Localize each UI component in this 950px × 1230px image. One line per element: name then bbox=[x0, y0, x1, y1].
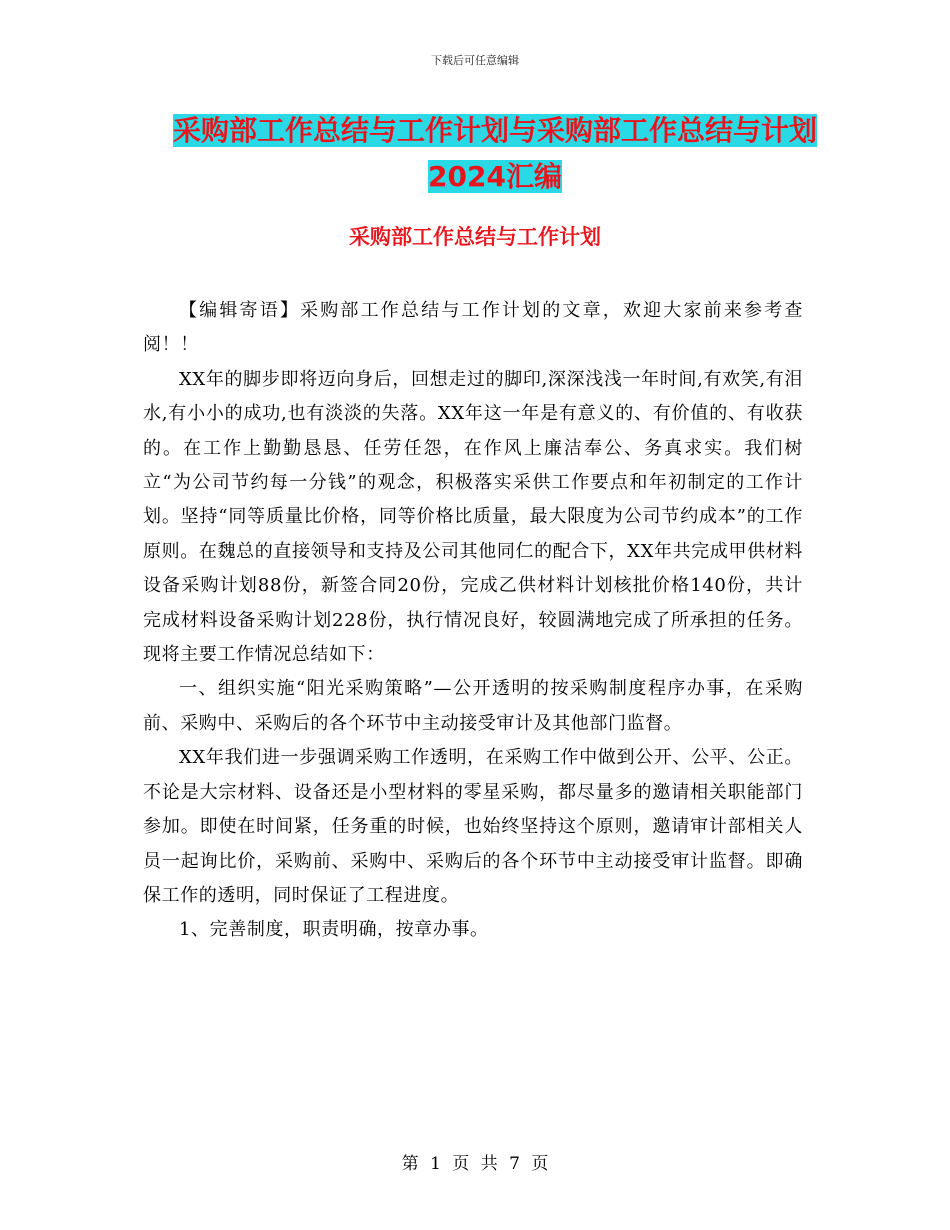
document-title bbox=[150, 108, 840, 200]
section-title: 采购部工作总结与工作计划 bbox=[349, 225, 601, 249]
document-body bbox=[143, 294, 803, 948]
document-title-line-2: 2024汇编 bbox=[428, 160, 562, 193]
paragraph-year-summary: XX年的脚步即将迈向身后，回想走过的脚印,深深浅浅一年时间,有欢笑,有泪水,有小小的成功,也有淡淡的失落。XX年这一年是有意义的、有价值的、有收获的。在工作上勤勤恳恳、任劳任怨，在作风上廉洁奉公、务真求实。我们树立“为公司节约每一分钱”的观念，积极落实采供工作要点和年初制定的工作计划。坚持“同等质量比价格，同等价格比质量，最大限度为公司节约成本”的工作原则。在魏总的直接领导和支持及公司其他同仁的配合下，XX年共完成甲供材料设备采购计划88份，新签合同20份，完成乙供材料计划核批价格140份，共计完成材料设备采购计划228份，执行情况良好，较圆满地完成了所承担的任务。现将主要工作情况总结如下： bbox=[143, 368, 803, 666]
paragraph-item-one: 1、完善制度，职责明确，按章办事。 bbox=[179, 919, 489, 941]
page-number: 第 1 页 共 7 页 bbox=[401, 1154, 549, 1174]
paragraph-section-one: 一、组织实施“阳光采购策略”—公开透明的按采购制度程序办事，在采购前、采购中、采购后的各个环节中主动接受审计及其他部门监督。 bbox=[143, 678, 803, 734]
paragraph-editor-note: 【编辑寄语】采购部工作总结与工作计划的文章，欢迎大家前来参考查阅！！ bbox=[143, 300, 803, 356]
paragraph-transparency: XX年我们进一步强调采购工作透明，在采购工作中做到公开、公平、公正。不论是大宗材料、设备还是小型材料的零星采购，都尽量多的邀请相关职能部门参加。即使在时间紧，任务重的时候，也始终坚持这个原则，邀请审计部相关人员一起询比价，采购前、采购中、采购后的各个环节中主动接受审计监督。即确保工作的透明，同时保证了工程进度。 bbox=[143, 747, 803, 906]
document-title-line-1: 采购部工作总结与工作计划与采购部工作总结与计划 bbox=[172, 114, 817, 147]
page-header-note: 下载后可任意编辑 bbox=[431, 54, 519, 67]
